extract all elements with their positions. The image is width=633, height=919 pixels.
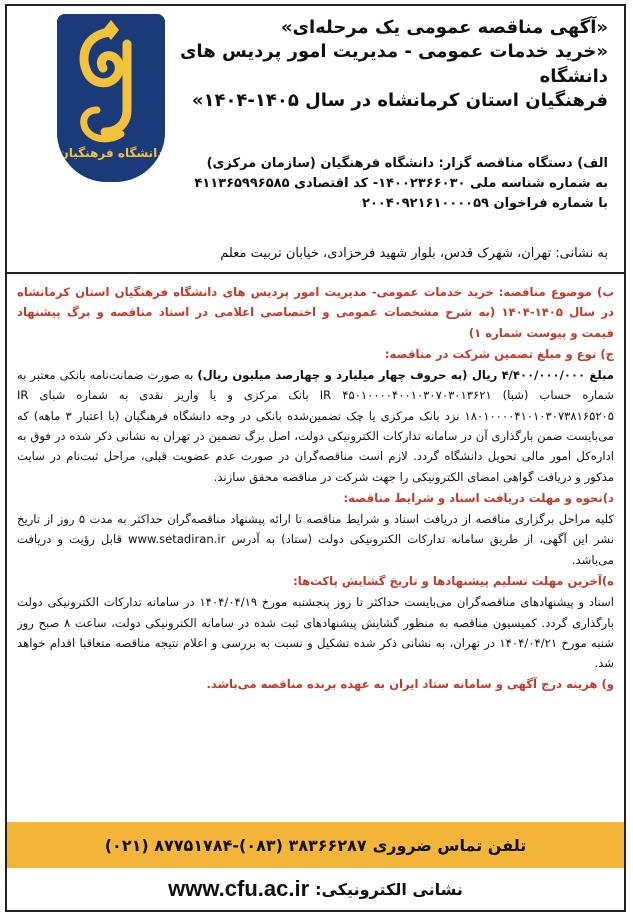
- notice-title: [168, 16, 608, 113]
- notice-header: [7, 6, 624, 274]
- website-link[interactable]: www.cfu.ac.ir: [168, 876, 310, 901]
- notice-body: [17, 282, 614, 822]
- contact-phone-bar: [7, 822, 624, 868]
- section-f-title: و) هزینه درج آگهی و سامانه ستاد ایران به عهده برنده مناقصه می‌باشد.: [206, 677, 614, 692]
- section-e: [17, 571, 614, 591]
- section-b: [17, 282, 614, 343]
- guarantee-details: به صورت ضمانت‌نامه بانکی معتبر به شماره حساب (شبا) IR ۴۵۰۱۰۰۰۰۴۰۰۱۰۳۰۷۰۳۰۱۳۶۲۱ بانک مرکزی و یا واریز نقدی به شماره شبای IR ۱۸۰۱۰۰۰۰۴۱۰۱۰۳۰۷۳۸۱۶۵۲۰۵ نزد بانک مرکزی یا چک تضمین‌شده بانکی در وجه دانشگاه فرهنگیان (با اعتبار ۳ ماهه) که می‌بایست ضمن بارگذاری آن در سامانه تدارکات الکترونیکی دولت، اصل برگ تضمین در تهران به نشانی ذکر شده در فوق به اداره‌کل امور مالی تحویل دانشگاه گردد. لازم است مناقصه‌گران در صورت عدم عضویت قبلی، مراحل ثبت‌نام در سایت مذکور و دریافت گواهی امضای الکترونیکی را جهت شرکت در مناقصه محقق سازند.: [17, 368, 614, 484]
- logo-text: دانشگاه فرهنگیان: [58, 146, 164, 160]
- section-c-body: [17, 365, 614, 487]
- call-number-line: با شماره فراخوان ۲۰۰۴۰۹۲۱۶۱۰۰۰۰۵۹: [362, 196, 608, 212]
- title-line: «آگهی مناقصه عمومی یک مرحله‌ای»: [280, 17, 608, 38]
- section-f: [17, 674, 614, 694]
- section-d-body: کلیه مراحل برگزاری مناقصه از دریافت اسناد و شرایط مناقصه تا ارائه پیشنهاد مناقصه‌گران حداکثر به مدت ۵ روز از تاریخ نشر این آگهی، از طریق سامانه تدارکات الکترونیکی دولت (ستاد) به آدرس www.setadiran.ir قابل رؤیت و دریافت می‌باشد.: [17, 512, 614, 567]
- section-c-title: ج) نوع و مبلغ تضمین شرکت در مناقصه:: [384, 346, 614, 361]
- section-e-body: اسناد و پیشنهادهای مناقصه‌گران می‌بایست حداکثر تا روز پنجشنبه مورخ ۱۴۰۴/۰۴/۱۹ در سامانه تدارکات الکترونیکی دولت بارگذاری گردد. کمیسیون مناقصه به منظور گشایش پیشنهادهای ثبت شده در سامانه الکترونیکی دولت، ساعت ۸ صبح روز شنبه مورخ ۱۴۰۴/۰۴/۲۱ در تهران، به نشانی ذکر شده تشکیل و نسبت به بررسی و اعلام نتیجه مناقصه متعاقبا اقدام خواهد شد.: [17, 595, 614, 671]
- website-row: [7, 868, 624, 910]
- organizer-line: الف) دستگاه مناقصه گزار: دانشگاه فرهنگیان (سازمان مرکزی): [206, 156, 608, 171]
- section-b-title: ب) موضوع مناقصه:: [498, 285, 614, 299]
- header-divider: [7, 272, 624, 274]
- organizer-address: به نشانی: تهران، شهرک قدس، بلوار شهید فرحزادی، خیابان تربیت معلم: [220, 246, 608, 261]
- section-d-title: د)نحوه و مهلت دریافت اسناد و شرایط مناقصه:: [343, 490, 614, 505]
- national-id-line: به شماره شناسه ملی ۱۴۰۰۲۳۶۶۰۳۰- کد اقتصادی ۴۱۱۳۶۵۹۹۶۵۸۵: [194, 176, 608, 192]
- title-line: «خرید خدمات عمومی - مدیریت امور پردیس های دانشگاه: [179, 41, 608, 87]
- section-e-title: ه)آخرین مهلت تسلیم پیشنهادها و تاریخ گشایش پاکت‌ها:: [293, 573, 614, 588]
- title-line: فرهنگیان استان کرمانشاه در سال ۱۴۰۵-۱۴۰۴»: [191, 89, 608, 111]
- section-c: [17, 344, 614, 364]
- university-logo: [57, 14, 165, 182]
- phone-label: تلفن تماس ضروری: [372, 835, 527, 855]
- website-label: نشانی الکترونیکی:: [315, 879, 463, 899]
- guarantee-amount: مبلغ ۴/۴۰۰/۰۰۰/۰۰۰ ریال (به حروف چهار میلیارد و چهارصد میلیون ریال): [197, 368, 614, 383]
- tender-organizer: [168, 154, 608, 214]
- phone-numbers: (۰۲۱) ۸۷۷۵۱۷۸۴-(۰۸۳) ۳۸۳۶۶۲۸۷: [104, 835, 367, 855]
- section-d: [17, 488, 614, 508]
- tender-notice: [5, 4, 626, 912]
- section-b-text: خرید خدمات عمومی- مدیریت امور پردیس های دانشگاه فرهنگیان استان کرمانشاه در سال ۱۴۰۵-۱۴۰۴ (به شرح مشخصات عمومی و اختصاصی اعلامی در اسناد مناقصه و برگ پیشنهاد قیمت و پیوست شماره ۱): [17, 285, 614, 340]
